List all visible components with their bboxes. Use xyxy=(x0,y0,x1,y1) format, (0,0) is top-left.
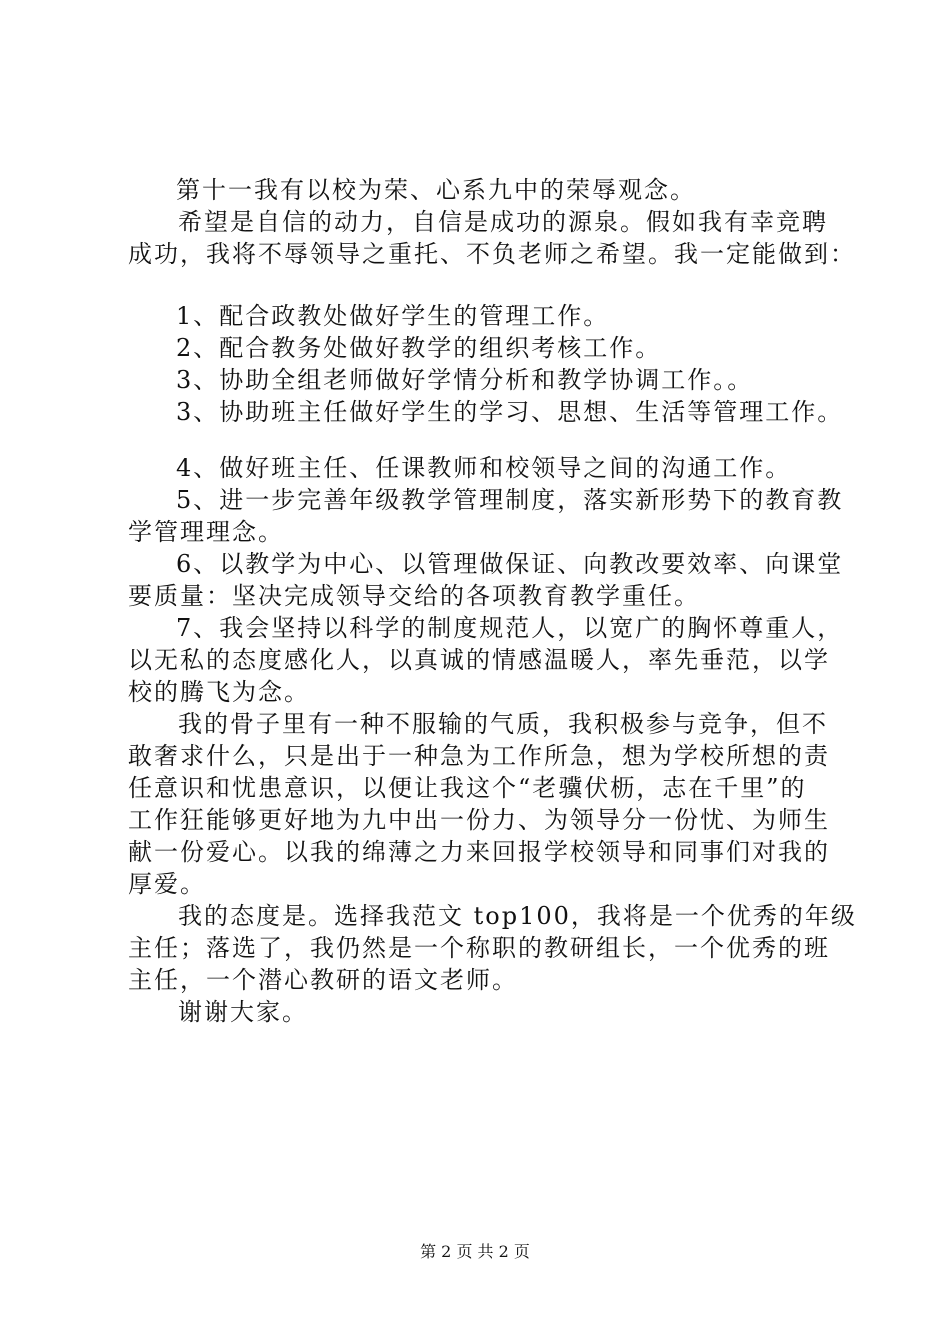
list-item: 4、做好班主任、任课教师和校领导之间的沟通工作。 xyxy=(176,454,792,482)
paragraph-line: 主任，一个潜心教研的语文老师。 xyxy=(128,966,518,994)
paragraph-line: 希望是自信的动力，自信是成功的源泉。假如我有幸竞聘 xyxy=(178,208,828,236)
closing-line: 谢谢大家。 xyxy=(178,998,308,1026)
paragraph-line: 敢奢求什么，只是出于一种急为工作所急，想为学校所想的责 xyxy=(128,742,830,770)
paragraph-line: 我的态度是。选择我范文 top100，我将是一个优秀的年级 xyxy=(178,902,857,930)
paragraph-line: 主任；落选了，我仍然是一个称职的教研组长，一个优秀的班 xyxy=(128,934,830,962)
paragraph-line: 成功，我将不辱领导之重托、不负老师之希望。我一定能做到： xyxy=(128,240,856,268)
paragraph-line: 献一份爱心。以我的绵薄之力来回报学校领导和同事们对我的 xyxy=(128,838,830,866)
list-item: 以无私的态度感化人，以真诚的情感温暖人，率先垂范，以学 xyxy=(128,646,830,674)
list-item: 1、配合政教处做好学生的管理工作。 xyxy=(176,302,610,330)
list-item: 2、配合教务处做好教学的组织考核工作。 xyxy=(176,334,662,362)
paragraph-line: 工作狂能够更好地为九中出一份力、为领导分一份忧、为师生 xyxy=(128,806,830,834)
paragraph-line: 厚爱。 xyxy=(128,870,206,898)
list-item: 5、进一步完善年级教学管理制度，落实新形势下的教育教 xyxy=(176,486,844,514)
list-item: 6、以教学为中心、以管理做保证、向教改要效率、向课堂 xyxy=(176,550,844,578)
paragraph-line: 任意识和忧患意识，以便让我这个“老骥伏枥，志在千里”的 xyxy=(128,774,807,802)
paragraph-line: 我的骨子里有一种不服输的气质，我积极参与竞争，但不 xyxy=(178,710,828,738)
list-item: 7、我会坚持以科学的制度规范人，以宽广的胸怀尊重人， xyxy=(176,614,844,642)
list-item: 要质量：坚决完成领导交给的各项教育教学重任。 xyxy=(128,582,700,610)
list-item: 3、协助全组老师做好学情分析和教学协调工作。。 xyxy=(176,366,754,394)
list-item: 校的腾飞为念。 xyxy=(128,678,310,706)
list-item: 学管理理念。 xyxy=(128,518,284,546)
paragraph-line: 第十一我有以校为荣、心系九中的荣辱观念。 xyxy=(176,176,696,204)
page-number-footer: 第 2 页 共 2 页 xyxy=(420,1242,530,1261)
list-item: 3、协助班主任做好学生的学习、思想、生活等管理工作。 xyxy=(176,398,844,426)
